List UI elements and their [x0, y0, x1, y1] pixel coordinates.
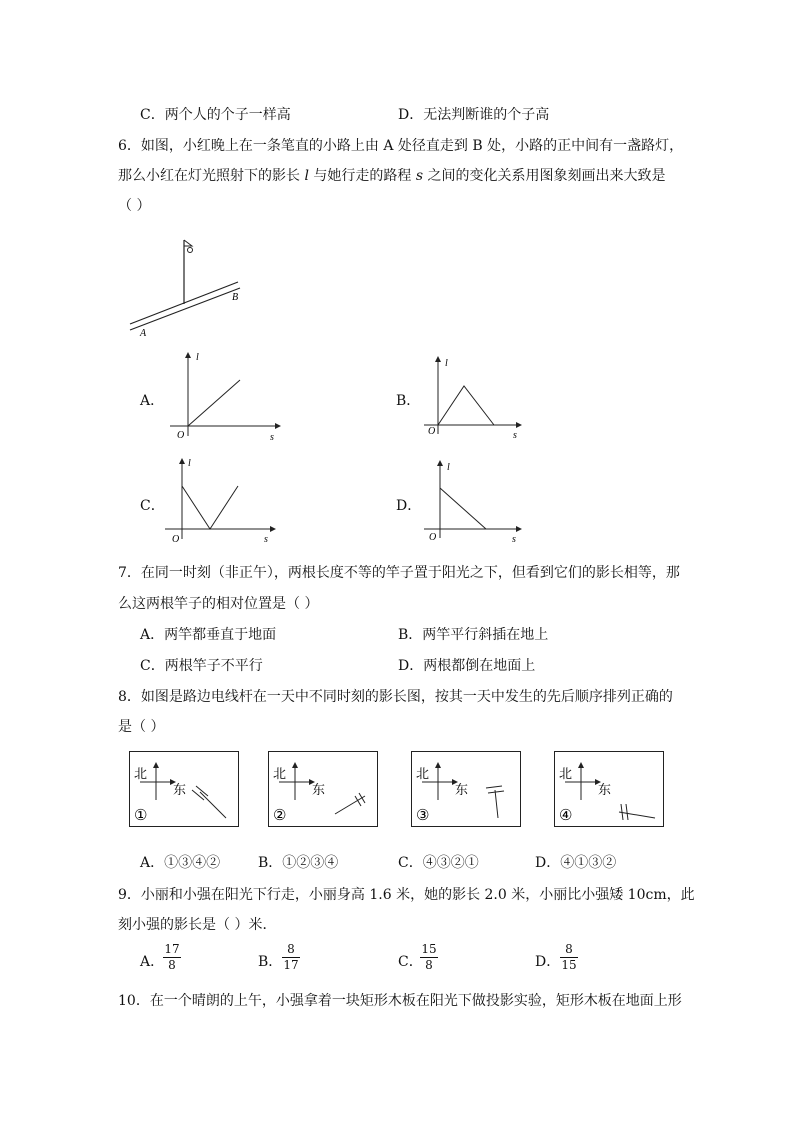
q7-stem-line1: 7．在同一时刻（非正午），两根长度不等的竿子置于阳光之下，但看到它们的影长相等，那	[118, 565, 680, 581]
lamp-head-icon	[184, 240, 192, 246]
road-edge-lower	[130, 288, 240, 330]
q9-option-a-fraction: 17 8	[164, 942, 180, 972]
graph-a-line	[188, 380, 240, 426]
q7-stem-line2: 么这两根竿子的相对位置是（ ）	[118, 596, 319, 612]
point-a-label: A	[140, 328, 147, 339]
q9-option-c-label: C．	[398, 954, 423, 970]
q9-option-b-label: B．	[258, 954, 283, 970]
lamp-bulb-icon	[188, 248, 193, 253]
svg-text:东: 东	[312, 782, 326, 797]
svg-text:②: ②	[273, 808, 287, 824]
q9-option-d-label: D．	[535, 954, 561, 970]
shadow-figure-4	[554, 751, 664, 827]
q9-option-a-label: A．	[140, 954, 165, 970]
graph-c	[160, 454, 285, 549]
q7-option-c: C．两根竿子不平行	[140, 658, 263, 674]
graph-c-line	[182, 486, 238, 529]
svg-text:北: 北	[273, 766, 287, 781]
svg-text:l: l	[447, 462, 450, 473]
q8-stem-line2: 是（ ）	[118, 719, 165, 735]
q7-option-b: B．两竿平行斜插在地上	[398, 627, 549, 643]
q10-stem-line1: 10．在一个晴朗的上午，小强拿着一块矩形木板在阳光下做投影实验，矩形木板在地面上形	[118, 993, 682, 1009]
svg-text:s: s	[513, 430, 517, 441]
point-b-label: B	[232, 292, 239, 303]
shadow-figure-1	[129, 751, 239, 827]
q7-option-d: D．两根都倒在地面上	[398, 658, 536, 674]
q8-option-c: C．④③②①	[398, 855, 479, 871]
svg-text:东: 东	[598, 782, 612, 797]
svg-text:东: 东	[173, 782, 187, 797]
svg-text:④: ④	[559, 808, 573, 824]
q9-stem-line2: 刻小强的影长是（ ）米．	[118, 917, 277, 933]
svg-text:l: l	[196, 352, 199, 363]
q6-stem-line2: 那么小红在灯光照射下的影长 l 与她行走的路程 s 之间的变化关系用图象刻画出来大致是	[118, 168, 666, 184]
shadow-figure-2	[268, 751, 378, 827]
q6-option-d-label: D．	[396, 498, 422, 514]
svg-text:O: O	[172, 534, 180, 545]
shadow-figure-3	[411, 751, 521, 827]
road-lamp-figure	[120, 232, 255, 340]
svg-text:s: s	[264, 534, 268, 545]
q9-option-d-fraction: 8 15	[561, 942, 577, 972]
q6-stem-line1: 6．如图，小红晚上在一条笔直的小路上由 A 处径直走到 B 处，小路的正中间有一盏路灯，	[118, 138, 684, 154]
q5-option-c: C．两个人的个子一样高	[140, 107, 291, 123]
q6-option-c-label: C．	[140, 498, 165, 514]
svg-text:北: 北	[134, 766, 148, 781]
graph-d-line	[440, 488, 486, 529]
graph-b	[418, 352, 528, 442]
graph-d	[418, 456, 528, 546]
svg-text:东: 东	[455, 782, 469, 797]
q9-option-c-fraction: 15 8	[421, 942, 437, 972]
pole-shadow-1	[200, 792, 226, 818]
svg-text:O: O	[428, 426, 436, 437]
svg-text:北: 北	[559, 766, 573, 781]
svg-text:O: O	[429, 532, 437, 543]
q6-answer-paren: （ ）	[118, 198, 151, 214]
graph-b-line	[438, 386, 494, 425]
svg-text:O: O	[177, 430, 185, 441]
q9-option-b-fraction: 8 17	[283, 942, 299, 972]
q7-option-a: A．两竿都垂直于地面	[140, 627, 277, 643]
q8-option-b: B．①②③④	[258, 855, 339, 871]
svg-text:l: l	[445, 358, 448, 369]
pole-shadow-4	[619, 812, 655, 818]
q9-stem-line1: 9．小丽和小强在阳光下行走，小丽身高 1.6 米，她的影长 2.0 米，小丽比小强矮 10cm，此	[118, 887, 695, 903]
q8-option-d: D．④①③②	[535, 855, 617, 871]
svg-text:③: ③	[416, 808, 430, 824]
q8-stem-line1: 8．如图是路边电线杆在一天中不同时刻的影长图，按其一天中发生的先后顺序排列正确的	[118, 689, 673, 705]
pole-shadow-3	[495, 790, 498, 818]
svg-text:s: s	[512, 534, 516, 545]
q8-option-a: A．①③④②	[140, 855, 221, 871]
svg-text:s: s	[270, 432, 274, 443]
q6-option-a-label: A．	[140, 393, 165, 409]
q6-option-b-label: B．	[396, 393, 421, 409]
graph-a	[160, 348, 285, 443]
svg-text:l: l	[188, 458, 191, 469]
var-l: l	[304, 168, 309, 184]
var-s: s	[415, 168, 424, 184]
svg-text:①: ①	[134, 808, 148, 824]
q5-option-d: D．无法判断谁的个子高	[398, 107, 550, 123]
svg-text:北: 北	[416, 766, 430, 781]
